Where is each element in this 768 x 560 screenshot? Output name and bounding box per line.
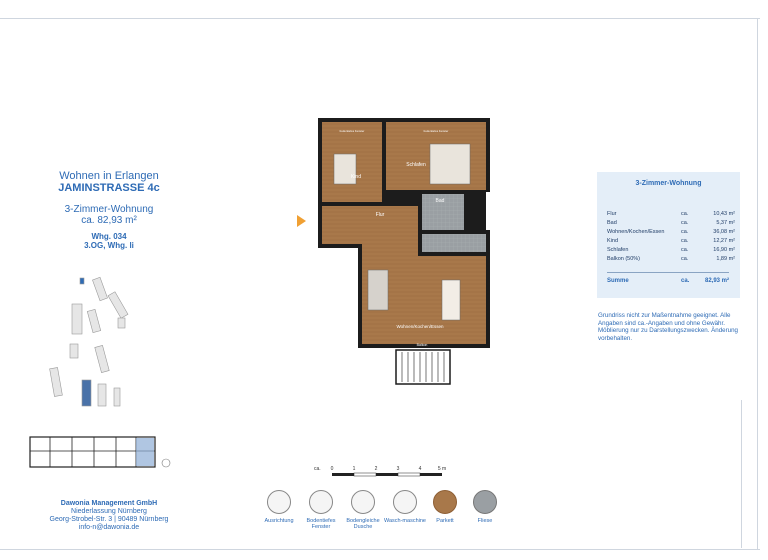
site-building — [87, 309, 100, 332]
legend-label: Parkett — [436, 518, 454, 524]
legend-label: Wasch-maschine — [384, 518, 426, 524]
location-title: Wohnen in Erlangen — [59, 170, 159, 182]
room-row — [607, 219, 735, 228]
panel-title: 3-Zimmer-Wohnung — [635, 180, 702, 187]
site-building — [108, 292, 128, 319]
site-building — [70, 344, 78, 358]
label-window-kind: bodentiefes Fenster — [339, 129, 365, 133]
apartment-type: 3-Zimmer-Wohnung — [64, 204, 154, 215]
room-name: Balkon (50%) — [607, 256, 641, 262]
label-flur: Flur — [375, 212, 385, 218]
sum-ca: ca. — [681, 278, 690, 284]
room-area: 16,90 m² — [713, 247, 735, 253]
room-ca: ca. — [681, 238, 689, 244]
street-title: JAMINSTRASSE 4c — [58, 182, 160, 194]
floor-plan — [290, 110, 510, 390]
sum-label: Summe — [607, 278, 629, 284]
frame-divider-line — [741, 400, 742, 548]
kitchen-tiles — [422, 234, 486, 252]
site-building — [98, 384, 106, 406]
key-compass-icon — [162, 459, 170, 467]
legend-item — [256, 488, 302, 524]
scale-tick-label: 5 m — [437, 466, 447, 472]
scale-tick-label: 2 — [374, 466, 378, 472]
room-ca: ca. — [681, 247, 689, 253]
room-row — [607, 246, 735, 255]
unit-highlight — [136, 438, 154, 466]
room-area: 10,43 m² — [713, 211, 735, 217]
room-areas-panel — [597, 172, 740, 298]
scale-prefix: ca. — [314, 466, 321, 472]
company-name: Dawonia Management GmbH — [60, 500, 158, 507]
room-name: Schlafen — [607, 247, 629, 253]
room-wohnen-upper — [362, 234, 418, 256]
room-area: 12,27 m² — [713, 238, 735, 244]
scale-bar — [314, 462, 447, 484]
legend-item — [462, 488, 508, 524]
parquet-swatch — [433, 490, 457, 514]
apartment-area: ca. 82,93 m² — [81, 215, 137, 226]
key-plan — [30, 437, 180, 471]
room-row — [607, 228, 735, 237]
room-row — [607, 255, 735, 264]
legend-item — [298, 488, 344, 530]
company-email[interactable]: info-n@dawonia.de — [78, 524, 140, 531]
room-area: 36,08 m² — [713, 229, 735, 235]
site-marker — [80, 278, 84, 284]
room-name: Wohnen/Kochen/Essen — [607, 229, 665, 235]
legend-label: Bodengleiche Dusche — [346, 518, 380, 530]
company-branch: Niederlassung Nürnberg — [71, 508, 147, 515]
scale-tick-label: 0 — [330, 466, 334, 472]
label-window-schlafen: bodentiefes Fenster — [423, 129, 449, 133]
bed-schlafen — [430, 144, 470, 184]
label-schlafen: Schlafen — [406, 162, 426, 168]
scale-tick-label: 4 — [418, 466, 422, 472]
legend-label: Fliese — [477, 518, 493, 524]
room-table — [607, 210, 735, 264]
sum-divider — [607, 272, 729, 273]
sofa — [368, 270, 388, 310]
washing-machine-icon — [393, 490, 417, 514]
site-building — [95, 345, 109, 372]
window-icon — [309, 490, 333, 514]
site-building — [92, 277, 107, 300]
room-area: 1,89 m² — [716, 256, 735, 262]
room-ca: ca. — [681, 256, 689, 262]
balcony — [396, 350, 450, 384]
compass-icon — [267, 490, 291, 514]
label-kind: Kind — [350, 174, 362, 180]
room-name: Kind — [607, 238, 619, 244]
room-row — [607, 210, 735, 219]
frame-right-line — [757, 18, 758, 550]
legend-label: Bodentiefes Fenster — [306, 518, 336, 530]
scale-tick-label: 1 — [352, 466, 356, 472]
floor-label: 3.OG, Whg. li — [84, 241, 134, 250]
room-ca: ca. — [681, 229, 689, 235]
property-header — [20, 170, 198, 250]
site-building — [118, 318, 125, 328]
room-area: 5,37 m² — [716, 220, 735, 226]
disclaimer-note: Grundriss nicht zur Maßentnahme geeignet. Alle Angaben sind ca.-Angaben und ohne Gewähr. Möblierung nur zu Darstellungszwecken. Änderung vorbehalten. — [598, 312, 738, 342]
frame-top-line — [0, 18, 760, 19]
target-building — [82, 380, 91, 406]
room-row — [607, 237, 735, 246]
label-balkon: Balkon — [416, 343, 428, 347]
scale-tick-label: 3 — [396, 466, 400, 472]
room-ca: ca. — [681, 220, 689, 226]
frame-bottom-line — [0, 549, 760, 550]
legend — [256, 488, 506, 538]
shower-icon — [351, 490, 375, 514]
sum-area: 82,93 m² — [704, 278, 729, 284]
company-block — [20, 500, 198, 532]
room-name: Bad — [607, 220, 617, 226]
site-plan — [28, 270, 188, 420]
label-bad: Bad — [435, 198, 445, 204]
site-building — [114, 388, 120, 406]
room-name: Flur — [607, 211, 617, 217]
site-building — [72, 304, 82, 334]
tile-swatch — [473, 490, 497, 514]
unit-number: Whg. 034 — [91, 232, 127, 241]
legend-item — [340, 488, 386, 530]
site-building — [50, 368, 63, 397]
label-wohnen: Wohnen/Kochen/Essen — [396, 324, 444, 329]
company-address: Georg-Strobel-Str. 3 | 90489 Nürnberg — [49, 516, 169, 523]
room-ca: ca. — [681, 211, 689, 217]
dining-table — [442, 280, 460, 320]
legend-label: Ausrichtung — [264, 518, 294, 524]
